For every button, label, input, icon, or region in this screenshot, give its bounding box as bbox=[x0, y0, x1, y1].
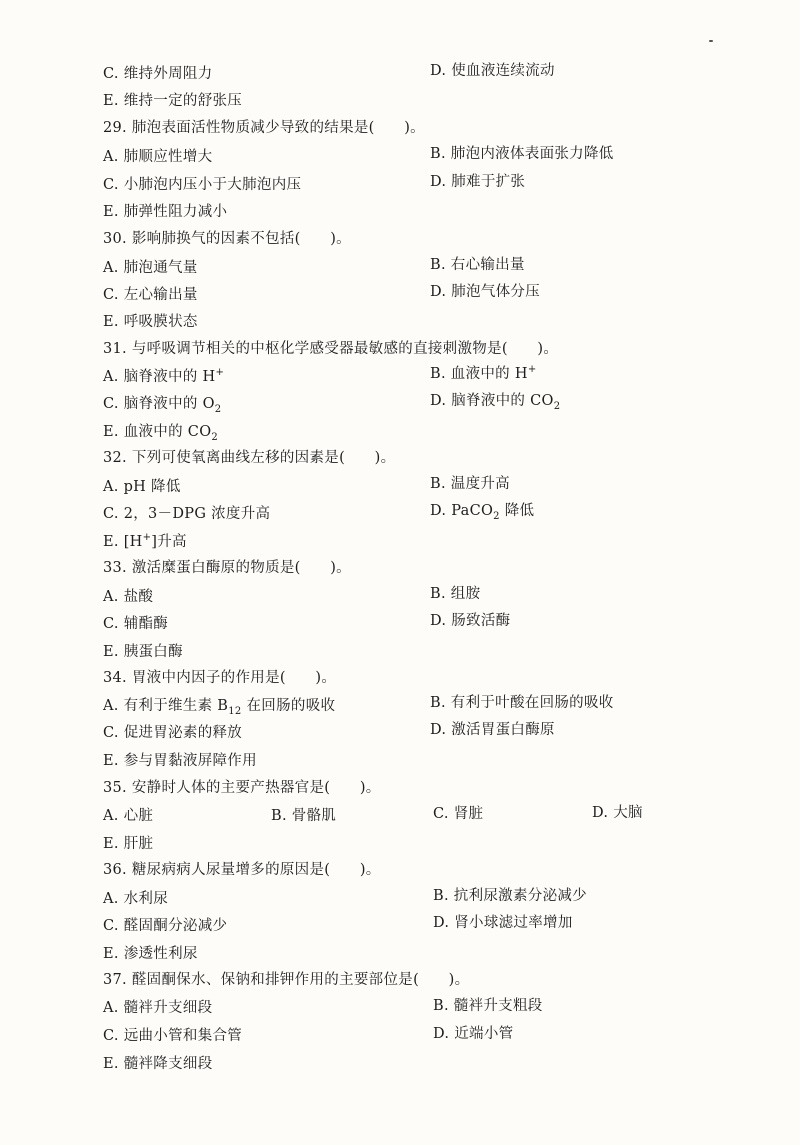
answer-option: A. 肺泡通气量 bbox=[103, 260, 198, 276]
answer-option: B. 肺泡内液体表面张力降低 bbox=[430, 146, 614, 162]
answer-option: E. 维持一定的舒张压 bbox=[103, 93, 243, 109]
answer-option: C. 远曲小管和集合管 bbox=[103, 1028, 243, 1044]
answer-option: E. 渗透性利尿 bbox=[103, 946, 198, 962]
answer-option: D. 肺难于扩张 bbox=[430, 174, 526, 190]
answer-option: D. 肾小球滤过率增加 bbox=[433, 915, 573, 931]
question-text: 35. 安静时人体的主要产热器官是( )。 bbox=[103, 780, 381, 796]
answer-option: E. [H+]升高 bbox=[103, 532, 187, 550]
answer-option: A. 脑脊液中的 H+ bbox=[103, 367, 225, 385]
answer-option: E. 血液中的 $CO_2$ bbox=[103, 424, 219, 443]
answer-option: C. 小肺泡内压小于大肺泡内压 bbox=[103, 177, 302, 193]
answer-option: C. 脑脊液中的 $O_2$ bbox=[103, 396, 222, 415]
question-text: 29. 肺泡表面活性物质减少导致的结果是( )。 bbox=[103, 120, 425, 136]
answer-option: D. 近端小管 bbox=[433, 1026, 514, 1042]
answer-option: E. 呼吸膜状态 bbox=[103, 314, 198, 330]
answer-option: C. 维持外周阻力 bbox=[103, 66, 213, 82]
answer-option: B. 右心输出量 bbox=[430, 257, 525, 273]
answer-option: C. 肾脏 bbox=[433, 806, 484, 822]
answer-option: A. 心脏 bbox=[103, 808, 154, 824]
answer-option: D. 肠致活酶 bbox=[430, 613, 511, 629]
question-text: 31. 与呼吸调节相关的中枢化学感受器最敏感的直接刺激物是( )。 bbox=[103, 341, 559, 357]
answer-option: E. 胰蛋白酶 bbox=[103, 644, 183, 660]
answer-option: E. 肺弹性阻力减小 bbox=[103, 204, 228, 220]
answer-option: A. 有利于维生素 $B_{12}$ 在回肠的吸收 bbox=[103, 698, 336, 717]
answer-option: C. 促进胃泌素的释放 bbox=[103, 725, 243, 741]
answer-option: E. 参与胃黏液屏障作用 bbox=[103, 753, 257, 769]
question-text: 32. 下列可使氧离曲线左移的因素是( )。 bbox=[103, 450, 396, 466]
answer-option: A. 盐酸 bbox=[103, 589, 154, 605]
answer-option: B. 抗利尿激素分泌减少 bbox=[433, 888, 587, 904]
answer-option: E. 肝脏 bbox=[103, 836, 154, 852]
answer-option: C. 左心输出量 bbox=[103, 287, 198, 303]
answer-option: D. 脑脊液中的 $CO_2$ bbox=[430, 393, 561, 412]
answer-option: A. 肺顺应性增大 bbox=[103, 149, 213, 165]
answer-option: C. 醛固酮分泌减少 bbox=[103, 918, 228, 934]
question-text: 36. 糖尿病病人尿量增多的原因是( )。 bbox=[103, 862, 381, 878]
answer-option: D. 大脑 bbox=[592, 805, 643, 821]
question-text: 34. 胃液中内因子的作用是( )。 bbox=[103, 670, 337, 686]
answer-option: D. 使血液连续流动 bbox=[430, 63, 555, 79]
question-text: 30. 影响肺换气的因素不包括( )。 bbox=[103, 231, 351, 247]
answer-option: A. pH 降低 bbox=[103, 479, 181, 495]
question-text: 37. 醛固酮保水、保钠和排钾作用的主要部位是( )。 bbox=[103, 972, 470, 988]
question-text: 33. 激活糜蛋白酶原的物质是( )。 bbox=[103, 560, 351, 576]
answer-option: D. 激活胃蛋白酶原 bbox=[430, 722, 555, 738]
answer-option: A. 水利尿 bbox=[103, 891, 168, 907]
answer-option: B. 有利于叶酸在回肠的吸收 bbox=[430, 695, 614, 711]
answer-option: B. 温度升高 bbox=[430, 476, 510, 492]
answer-option: D. PaCO$_2$ 降低 bbox=[430, 503, 535, 522]
answer-option: A. 髓袢升支细段 bbox=[103, 1000, 213, 1016]
answer-option: C. 2，3－DPG 浓度升高 bbox=[103, 506, 271, 522]
answer-option: E. 髓袢降支细段 bbox=[103, 1056, 213, 1072]
scan-speck bbox=[709, 40, 713, 42]
answer-option: C. 辅酯酶 bbox=[103, 616, 169, 632]
answer-option: B. 血液中的 H+ bbox=[430, 364, 537, 382]
answer-option: B. 组胺 bbox=[430, 586, 481, 602]
answer-option: B. 髓袢升支粗段 bbox=[433, 998, 543, 1014]
answer-option: D. 肺泡气体分压 bbox=[430, 284, 541, 300]
answer-option: B. 骨骼肌 bbox=[271, 808, 337, 824]
